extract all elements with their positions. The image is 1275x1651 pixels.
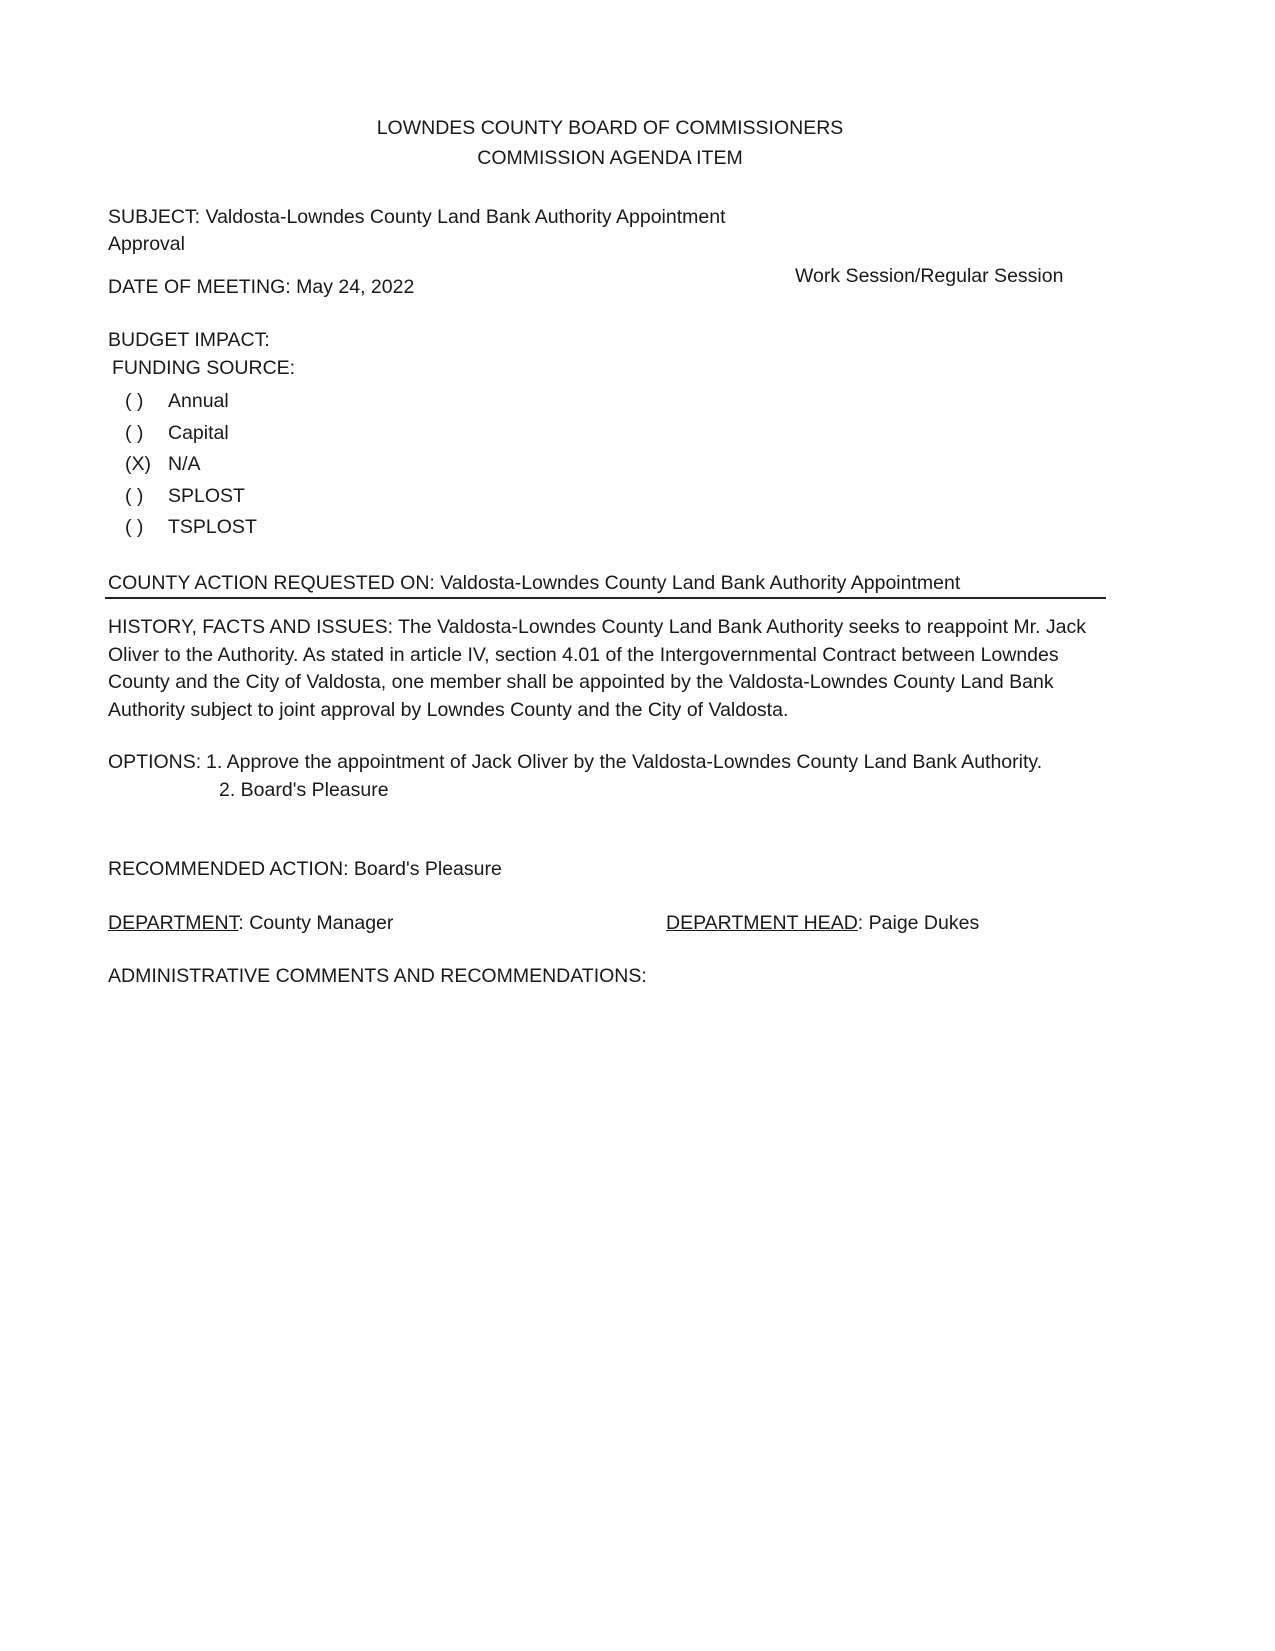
department-head-value: : Paige Dukes	[857, 912, 980, 934]
recommended-action: RECOMMENDED ACTION: Board's Pleasure	[108, 858, 502, 880]
funding-option-label: N/A	[168, 453, 201, 475]
funding-source-label: FUNDING SOURCE:	[112, 357, 296, 379]
department-value: : County Manager	[238, 912, 394, 934]
administrative-comments-label: ADMINISTRATIVE COMMENTS AND RECOMMENDATIONS:	[108, 965, 647, 987]
options-label: OPTIONS:	[108, 751, 202, 773]
department	[108, 911, 393, 935]
funding-option-mark: ( )	[125, 390, 144, 412]
subject-line1: SUBJECT: Valdosta-Lowndes County Land Bank Authority Appointment	[108, 206, 726, 228]
funding-option-label: Annual	[168, 390, 229, 412]
funding-option-mark: ( )	[125, 516, 144, 538]
funding-option-mark: (X)	[125, 453, 151, 475]
option-item: 1. Approve the appointment of Jack Oliver by the Valdosta-Lowndes County Land Bank Authority.	[206, 751, 1043, 773]
date-of-meeting: DATE OF MEETING: May 24, 2022	[108, 276, 415, 298]
funding-option-label: Capital	[168, 422, 229, 444]
subject-line2: Approval	[108, 233, 185, 255]
county-action-requested: COUNTY ACTION REQUESTED ON: Valdosta-Lowndes County Land Bank Authority Appointment	[108, 572, 961, 594]
history-facts-issues: HISTORY, FACTS AND ISSUES: The Valdosta-Lowndes County Land Bank Authority seeks to reappoint Mr. Jack Oliver to the Authority. As stated in article IV, section 4.01 of the Intergovernmental Contract between Lowndes County and the City of Valdosta, one member shall be appointed by the Valdosta-Lowndes County Land Bank Authority subject to joint approval by Lowndes County and the City of Valdosta.	[108, 616, 1087, 722]
budget-impact-label: BUDGET IMPACT:	[108, 329, 270, 351]
header-line2: COMMISSION AGENDA ITEM	[477, 147, 743, 169]
department-head	[666, 911, 979, 935]
funding-option-mark: ( )	[125, 485, 144, 507]
department-label: DEPARTMENT	[108, 912, 239, 934]
session-type: Work Session/Regular Session	[795, 265, 1064, 287]
funding-option-mark: ( )	[125, 422, 144, 444]
department-head-label: DEPARTMENT HEAD	[666, 912, 858, 934]
option-item: 2. Board's Pleasure	[219, 779, 389, 801]
header-line1: LOWNDES COUNTY BOARD OF COMMISSIONERS	[376, 117, 844, 139]
funding-option-label: SPLOST	[168, 485, 245, 507]
funding-option-label: TSPLOST	[168, 516, 257, 538]
divider-line	[105, 597, 1106, 599]
